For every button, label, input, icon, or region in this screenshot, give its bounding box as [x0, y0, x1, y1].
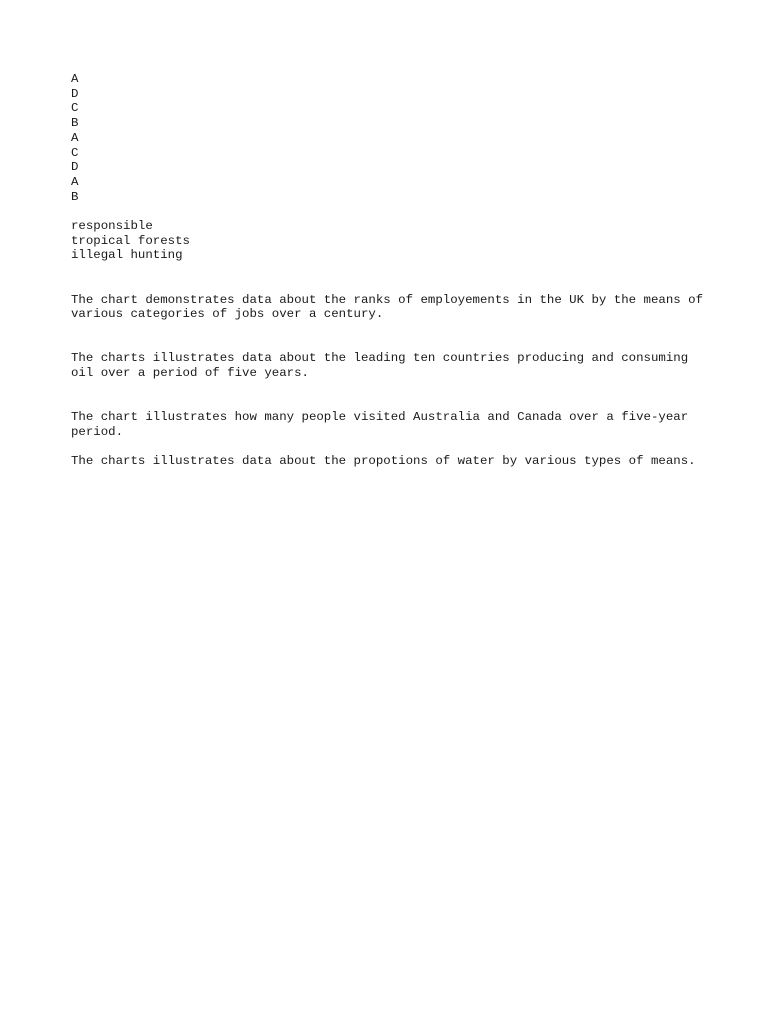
answer-item: C: [71, 101, 79, 116]
answer-item: A: [71, 130, 79, 145]
spacer: [71, 204, 711, 219]
paragraph-1: The chart demonstrates data about the ranks of employements in the UK by the means of various categories of jobs over a century.: [71, 292, 704, 322]
answer-item: B: [71, 116, 79, 131]
word-item: illegal hunting: [71, 248, 183, 263]
paragraph-2: The charts illustrates data about the leading ten countries producing and consuming oil over a period of five years.: [71, 351, 689, 381]
paragraph-3: The chart illustrates how many people visited Australia and Canada over a five-year period.: [71, 410, 689, 439]
document-page: [71, 72, 711, 469]
answer-item: D: [71, 160, 79, 175]
answer-item: A: [71, 174, 79, 189]
answer-item: D: [71, 86, 79, 101]
answer-item: A: [71, 72, 79, 86]
spacer: [71, 322, 711, 351]
paragraph-4: The charts illustrates data about the propotions of water by various types of means.: [71, 454, 696, 469]
word-item: tropical forests: [71, 233, 190, 248]
answer-list: [71, 72, 711, 204]
spacer: [71, 381, 711, 410]
spacer: [71, 440, 711, 455]
answer-item: C: [71, 145, 79, 160]
answer-item: B: [71, 189, 79, 204]
spacer: [71, 263, 711, 292]
word-item: responsible: [71, 219, 153, 234]
word-list: [71, 219, 711, 263]
